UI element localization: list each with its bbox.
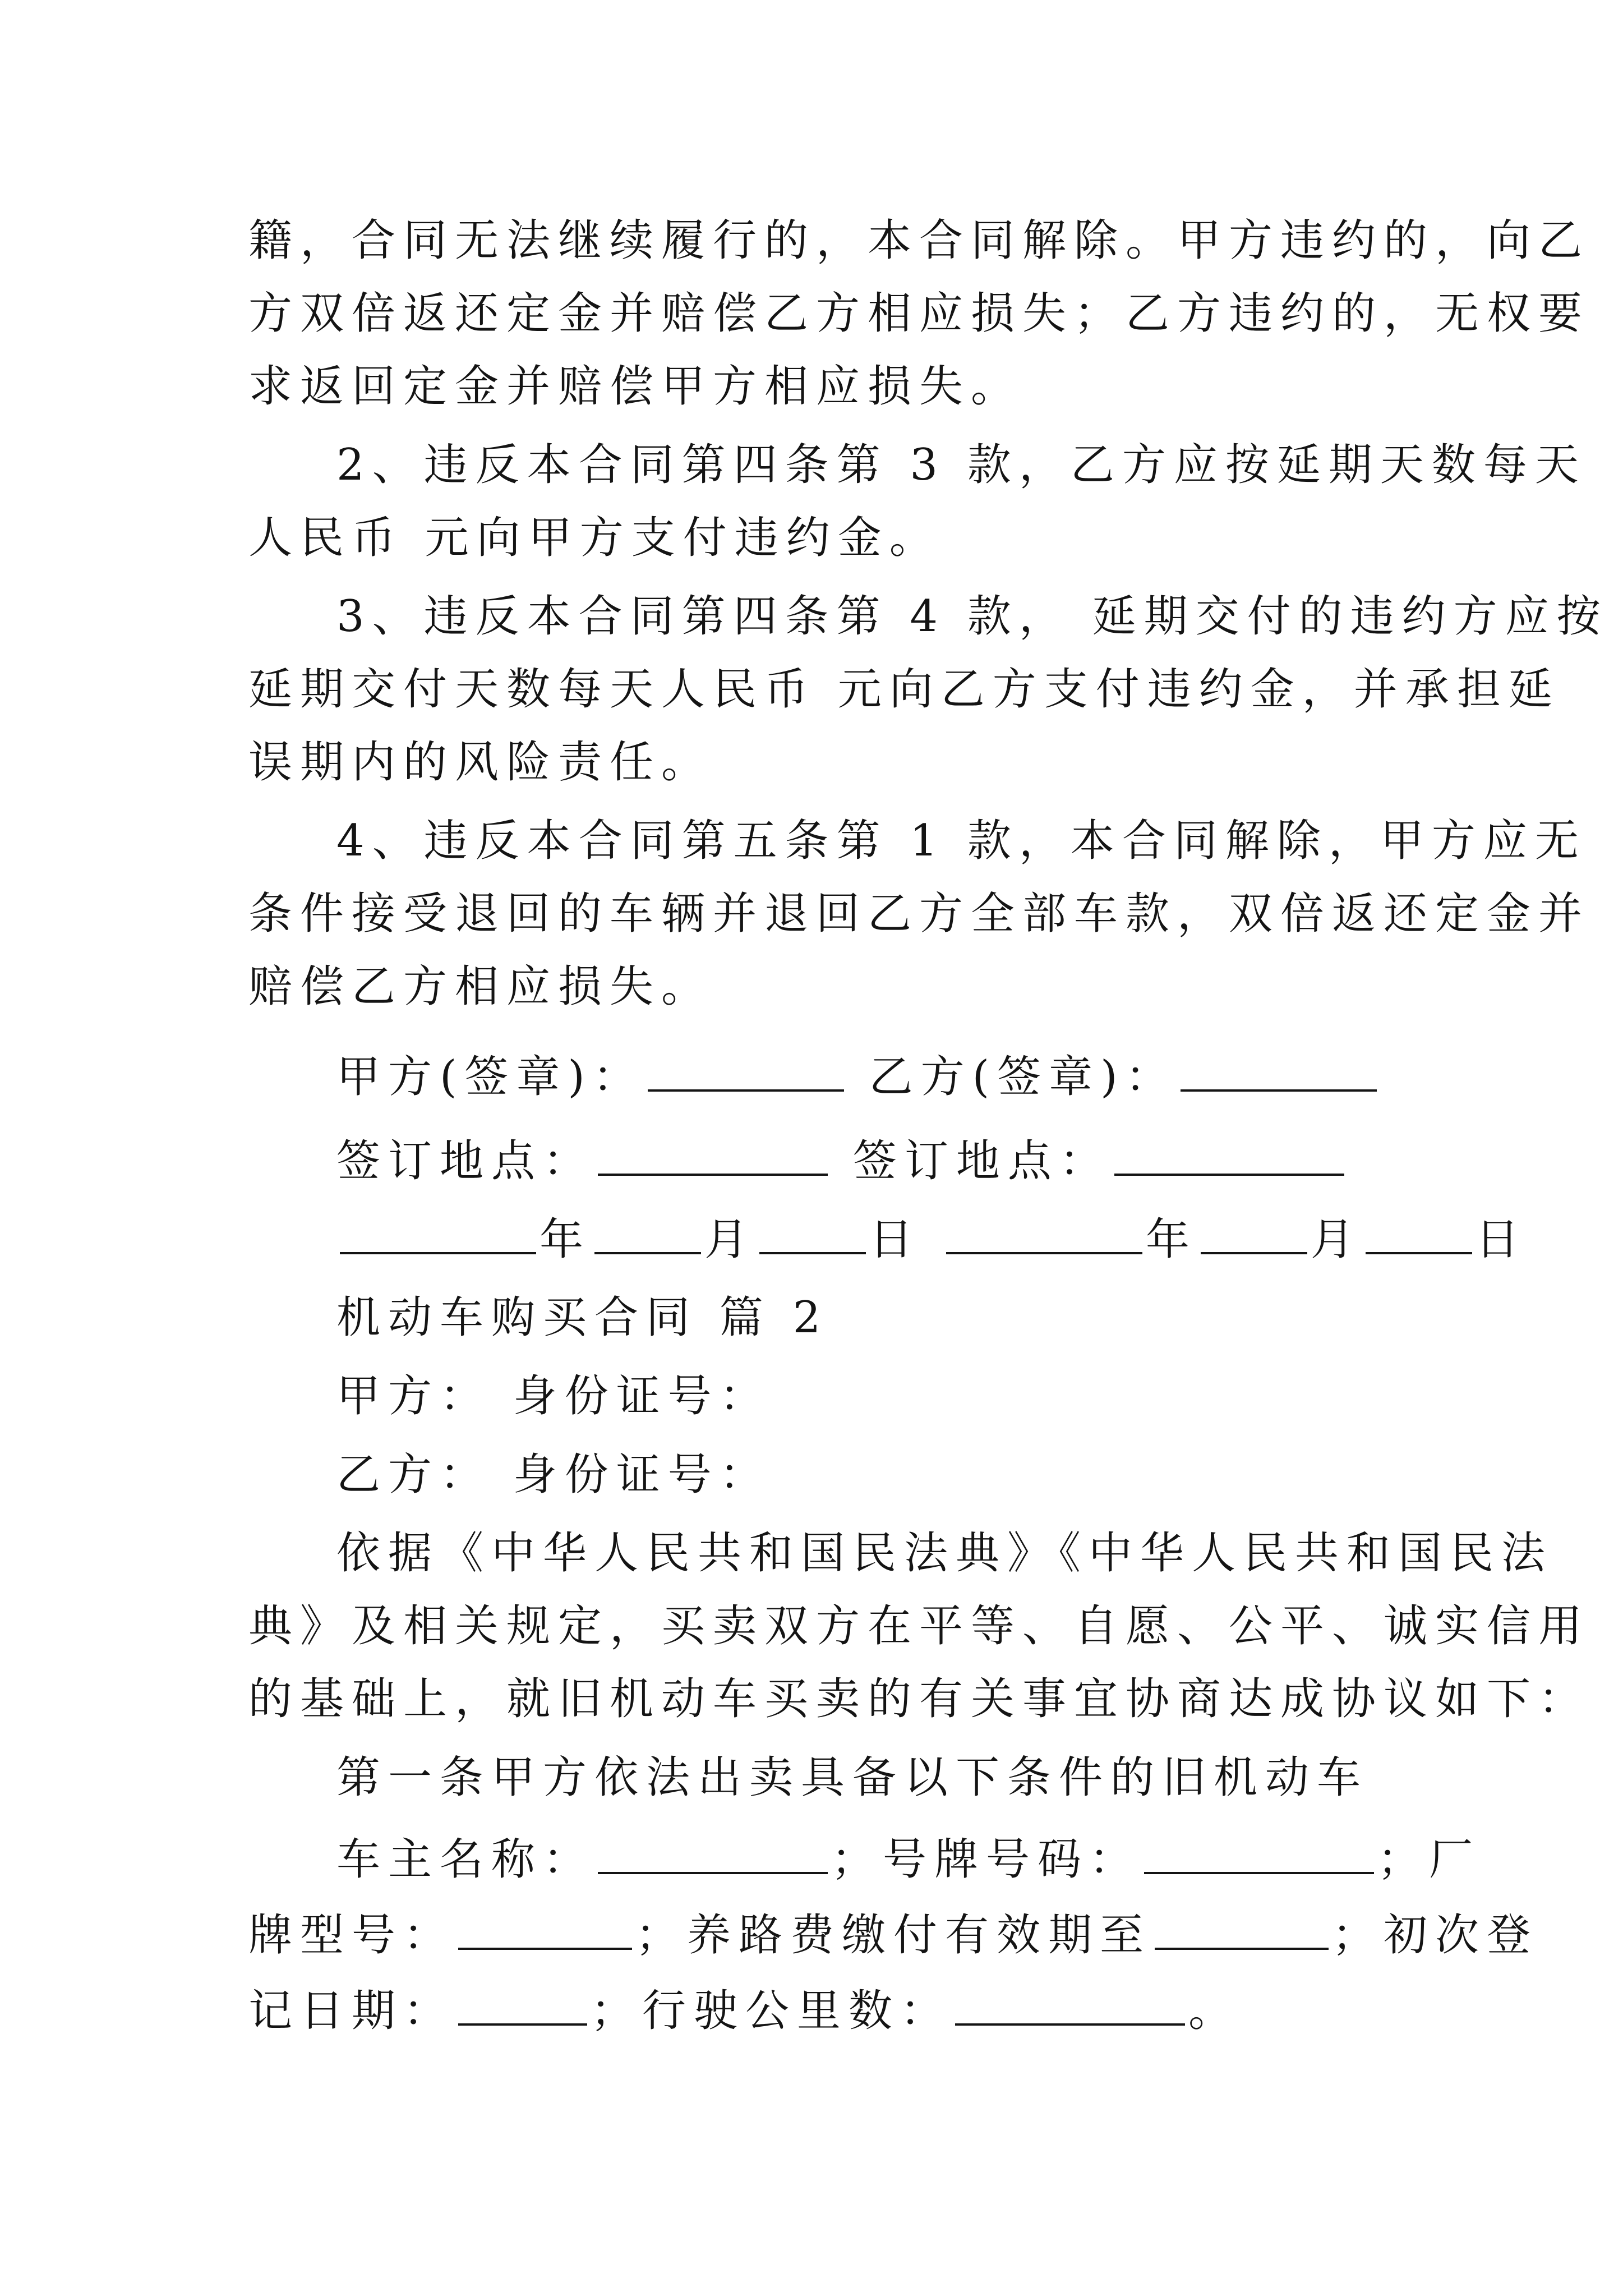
month-label: 月: [704, 1214, 757, 1265]
clause-2-line: 人民币 元向甲方支付违约金。: [248, 513, 941, 563]
paragraph-line: 求返回定金并赔偿甲方相应损失。: [248, 361, 1023, 412]
first-reg-label: 记日期：: [248, 1986, 455, 2036]
clause-4-line: 赔偿乙方相应损失。: [248, 961, 713, 1012]
plate-blank[interactable]: [1144, 1837, 1374, 1874]
year-a-blank[interactable]: [340, 1217, 536, 1254]
party-a-sign-label: 甲方(签章)：: [336, 1052, 644, 1102]
brand-blank[interactable]: [458, 1913, 632, 1950]
fee-label: ；养路费缴付有效期至: [635, 1910, 1152, 1961]
year-label: 年: [1145, 1214, 1197, 1265]
party-a-line: 甲方： 身份证号：: [336, 1371, 771, 1421]
year-label: 年: [540, 1214, 592, 1265]
first-reg-prefix: ；初次登: [1332, 1910, 1539, 1961]
place-b-label: 签订地点：: [852, 1136, 1111, 1186]
paragraph-line: 方双倍返还定金并赔偿乙方相应损失；乙方违约的，无权要: [248, 288, 1590, 339]
mileage-blank[interactable]: [955, 1989, 1185, 2026]
vehicle-fields-row: [248, 1986, 1381, 2036]
party-a-sign-blank[interactable]: [648, 1055, 844, 1092]
sign-date-row: [336, 1214, 1527, 1265]
vehicle-fields-row: [336, 1834, 1481, 1885]
clause-3-line: 延期交付天数每天人民币 元向乙方支付违约金，并承担延: [248, 664, 1560, 715]
article-1-title: 第一条甲方依法出卖具备以下条件的旧机动车: [336, 1752, 1369, 1803]
place-b-blank[interactable]: [1114, 1139, 1344, 1176]
clause-3-line: 3、违反本合同第四条第 4 款， 延期交付的违约方应按: [336, 591, 1608, 642]
place-a-label: 签订地点：: [336, 1136, 595, 1186]
month-label: 月: [1310, 1214, 1362, 1265]
clause-4-line: 条件接受退回的车辆并退回乙方全部车款，双倍返还定金并: [248, 889, 1590, 939]
day-label: 日: [869, 1214, 921, 1265]
intro-line: 依据《中华人民共和国民法典》《中华人民共和国民法: [336, 1528, 1553, 1579]
month-b-blank[interactable]: [1201, 1217, 1307, 1254]
clause-3-line: 误期内的风险责任。: [248, 737, 713, 788]
plate-label: ；号牌号码：: [831, 1834, 1141, 1885]
section-heading: 机动车购买合同 篇 2: [336, 1292, 829, 1343]
day-label: 日: [1475, 1214, 1527, 1265]
first-reg-blank[interactable]: [458, 1989, 587, 2026]
intro-line: 的基础上，就旧机动车买卖的有关事宜协商达成协议如下：: [248, 1674, 1590, 1724]
intro-line: 典》及相关规定，买卖双方在平等、自愿、公平、诚实信用: [248, 1601, 1590, 1651]
signature-row: [336, 1052, 1469, 1102]
period-mark: 。: [1188, 1986, 1241, 2036]
clause-4-line: 4、违反本合同第五条第 1 款，本合同解除，甲方应无: [336, 816, 1587, 866]
sign-place-row: [336, 1136, 1469, 1186]
place-a-blank[interactable]: [598, 1139, 828, 1176]
owner-blank[interactable]: [598, 1837, 828, 1874]
fee-blank[interactable]: [1155, 1913, 1329, 1950]
day-b-blank[interactable]: [1366, 1217, 1472, 1254]
paragraph-line: 籍，合同无法继续履行的，本合同解除。甲方违约的，向乙: [248, 215, 1590, 266]
owner-label: 车主名称：: [336, 1834, 595, 1885]
party-b-line: 乙方： 身份证号：: [336, 1450, 771, 1500]
mileage-label: ；行驶公里数：: [591, 1986, 952, 2036]
brand-prefix: ；厂: [1377, 1834, 1481, 1885]
brand-label: 牌型号：: [248, 1910, 455, 1961]
party-b-sign-label: 乙方(签章)：: [869, 1052, 1177, 1102]
party-b-sign-blank[interactable]: [1181, 1055, 1377, 1092]
day-a-blank[interactable]: [759, 1217, 866, 1254]
clause-2-line: 2、违反本合同第四条第 3 款，乙方应按延期天数每天: [336, 440, 1587, 490]
vehicle-fields-row: [248, 1910, 1539, 1961]
year-b-blank[interactable]: [946, 1217, 1142, 1254]
month-a-blank[interactable]: [594, 1217, 701, 1254]
